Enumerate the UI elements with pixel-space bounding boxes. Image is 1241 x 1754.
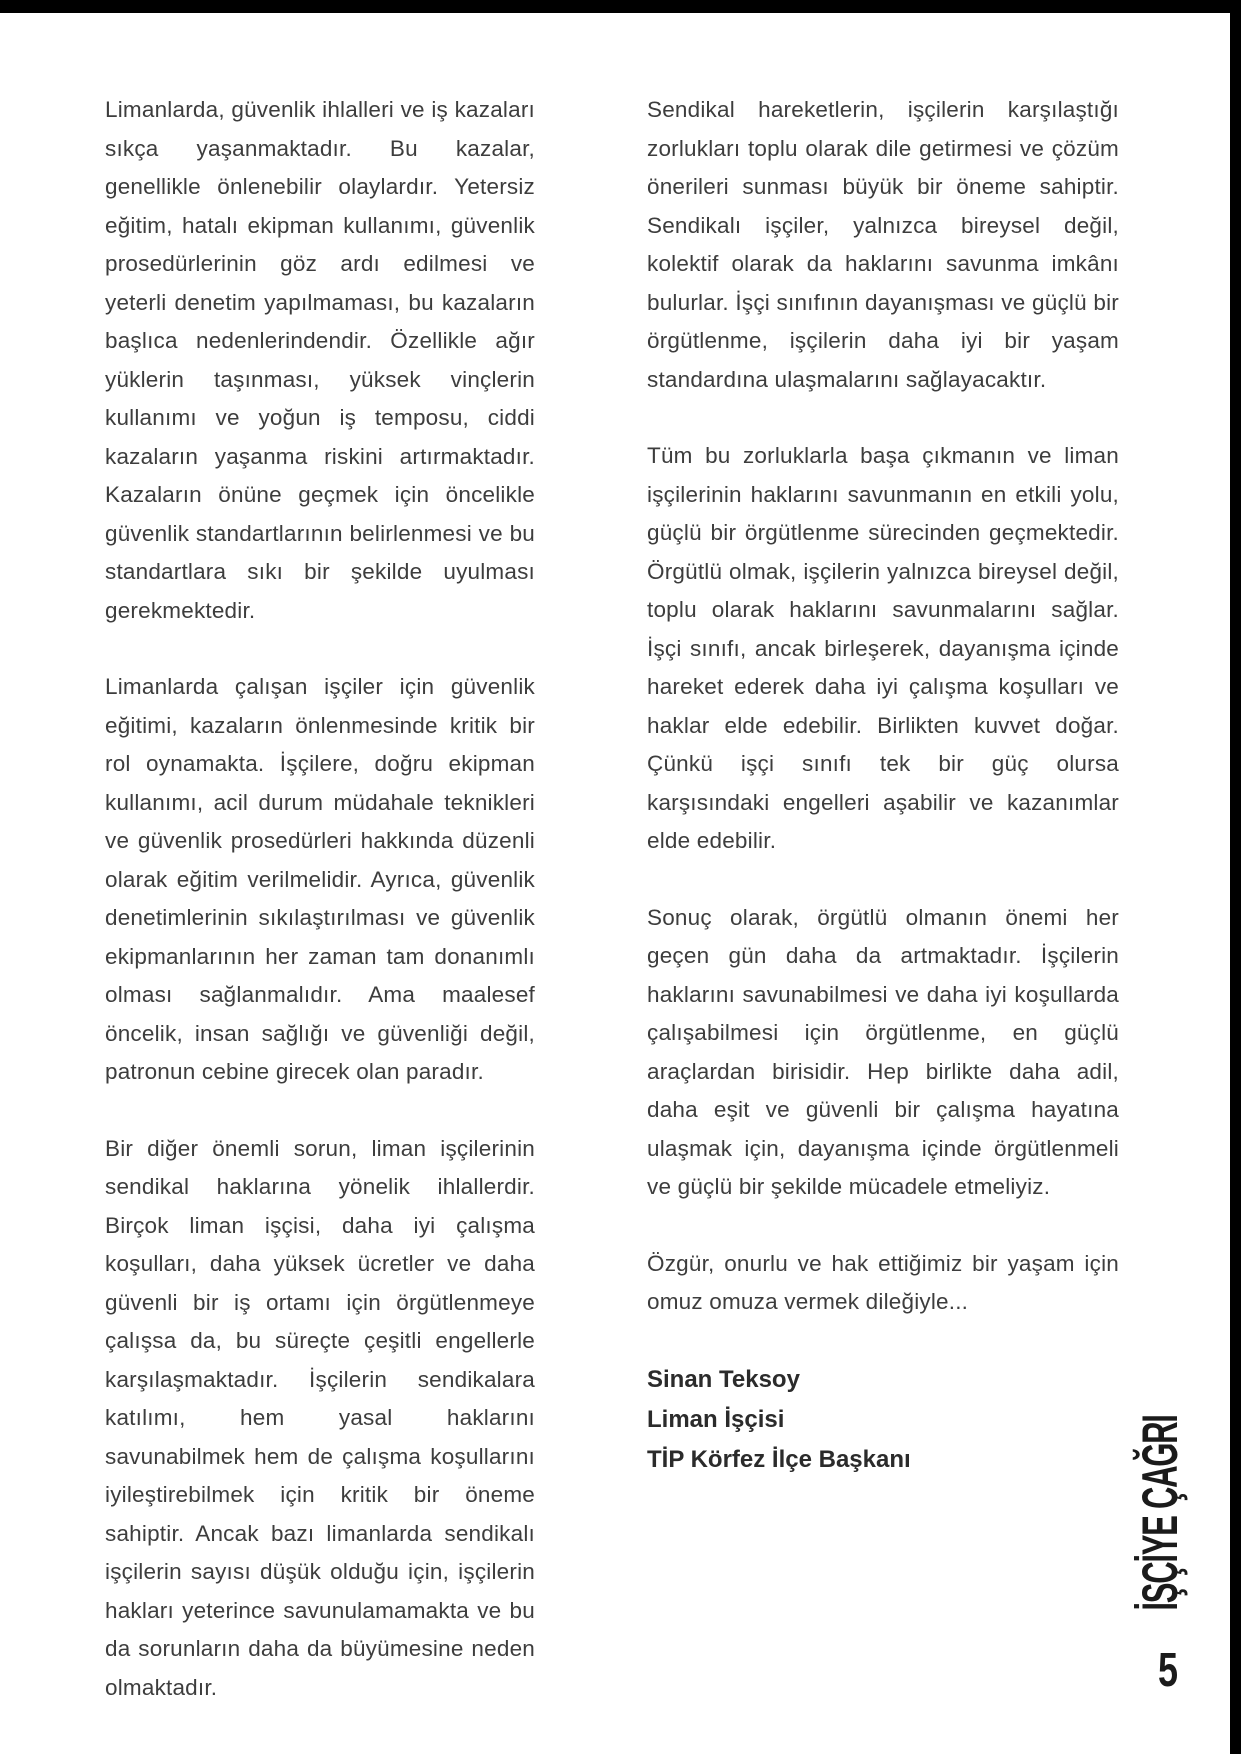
signature-title: TİP Körfez İlçe Başkanı	[647, 1445, 911, 1473]
paragraph: Limanlarda, güvenlik ihlalleri ve iş kazaları sıkça yaşanmaktadır. Bu kazalar, genellikle önlenebilir olaylardır. Yetersiz eğitim, hatalı ekipman kullanımı, güvenlik prosedürlerinin göz ardı edilmesi ve yeterli denetim yapılmaması, bu kazaların başlıca nedenlerindendir. Özellikle ağır yüklerin taşınması, yüksek vinçlerin kullanımı ve yoğun iş temposu, ciddi kazaların yaşanma riskini artırmaktadır. Kazaların önüne geçmek için öncelikle güvenlik standartlarının belirlenmesi ve bu standartlara sıkı bir şekilde uyulması gerekmektedir.	[105, 97, 535, 623]
paragraph: Özgür, onurlu ve hak ettiğimiz bir yaşam için omuz omuza vermek dileğiyle...	[647, 1250, 1119, 1314]
page-number: 5	[1157, 1644, 1179, 1697]
paragraph: Sonuç olarak, örgütlü olmanın önemi her geçen gün daha da artmaktadır. İşçilerin haklarını savunabilmesi ve daha iyi koşullarda çalışabilmesi için örgütlenme, en güçlü araçlardan birisidir. Hep birlikte daha adil, daha eşit ve güvenli bir çalışma hayatına ulaşmak için, dayanışma içinde örgütlenmeli ve güçlü bir şekilde mücadele etmeliyiz.	[647, 904, 1119, 1199]
article-body	[105, 91, 1119, 1745]
article-column-right	[647, 91, 1119, 1745]
signature-name: Sinan Teksoy	[647, 1365, 800, 1393]
article-column-left	[105, 91, 535, 1745]
section-title-vertical: İŞÇİYE ÇAĞRI	[1132, 1415, 1188, 1611]
paragraph: Sendikal hareketlerin, işçilerin karşılaştığı zorlukları toplu olarak dile getirmesi ve çözüm önerileri sunması büyük bir öneme sahiptir. Sendikalı işçiler, yalnızca bireysel değil, kolektif olarak da haklarını savunma imkânı bulurlar. İşçi sınıfının dayanışması ve güçlü bir örgütlenme, işçilerin daha iyi bir yaşam standardına ulaşmalarını sağlayacaktır.	[647, 97, 1119, 392]
signature-role: Liman İşçisi	[647, 1405, 785, 1433]
signature-block	[647, 1360, 1119, 1480]
paragraph: Tüm bu zorluklarla başa çıkmanın ve liman işçilerinin haklarını savunmanın en etkili yolu, güçlü bir örgütlenme sürecinden geçmektedir. Örgütlü olmak, işçilerin yalnızca bireysel değil, toplu olarak haklarını savunmalarını sağlar. İşçi sınıfı, ancak birleşerek, dayanışma içinde hareket ederek daha iyi çalışma koşulları ve haklar elde edebilir. Birlikten kuvvet doğar. Çünkü işçi sınıfı tek bir güç olursa karşısındaki engelleri aşabilir ve kazanımlar elde edebilir.	[647, 443, 1119, 853]
paragraph: Bir diğer önemli sorun, liman işçilerinin sendikal haklarına yönelik ihlallerdir. Birçok liman işçisi, daha iyi çalışma koşulları, daha yüksek ücretler ve daha güvenli bir iş ortamı için örgütlenmeye çalışsa da, bu süreçte çeşitli engellerle karşılaşmaktadır. İşçilerin sendikalara katılımı, hem yasal haklarını savunabilmek hem de çalışma koşullarını iyileştirebilmek için kritik bir öneme sahiptir. Ancak bazı limanlarda sendikalı işçilerin sayısı düşük olduğu için, işçilerin hakları yeterince savunulamamakta ve bu da sorunların daha da büyümesine neden olmaktadır.	[105, 1135, 535, 1700]
paragraph: Limanlarda çalışan işçiler için güvenlik eğitimi, kazaların önlenmesinde kritik bir rol oynamakta. İşçilere, doğru ekipman kullanımı, acil durum müdahale teknikleri ve güvenlik prosedürleri hakkında düzenli olarak eğitim verilmelidir. Ayrıca, güvenlik denetimlerinin sıkılaştırılması ve güvenlik ekipmanlarının her zaman tam donanımlı olması sağlanmalıdır. Ama maalesef öncelik, insan sağlığı ve güvenliği değil, patronun cebine girecek olan paradır.	[105, 674, 535, 1084]
top-edge-bar	[0, 0, 1241, 13]
right-edge-bar	[1230, 0, 1241, 1754]
right-column-paragraphs	[647, 91, 1119, 1322]
